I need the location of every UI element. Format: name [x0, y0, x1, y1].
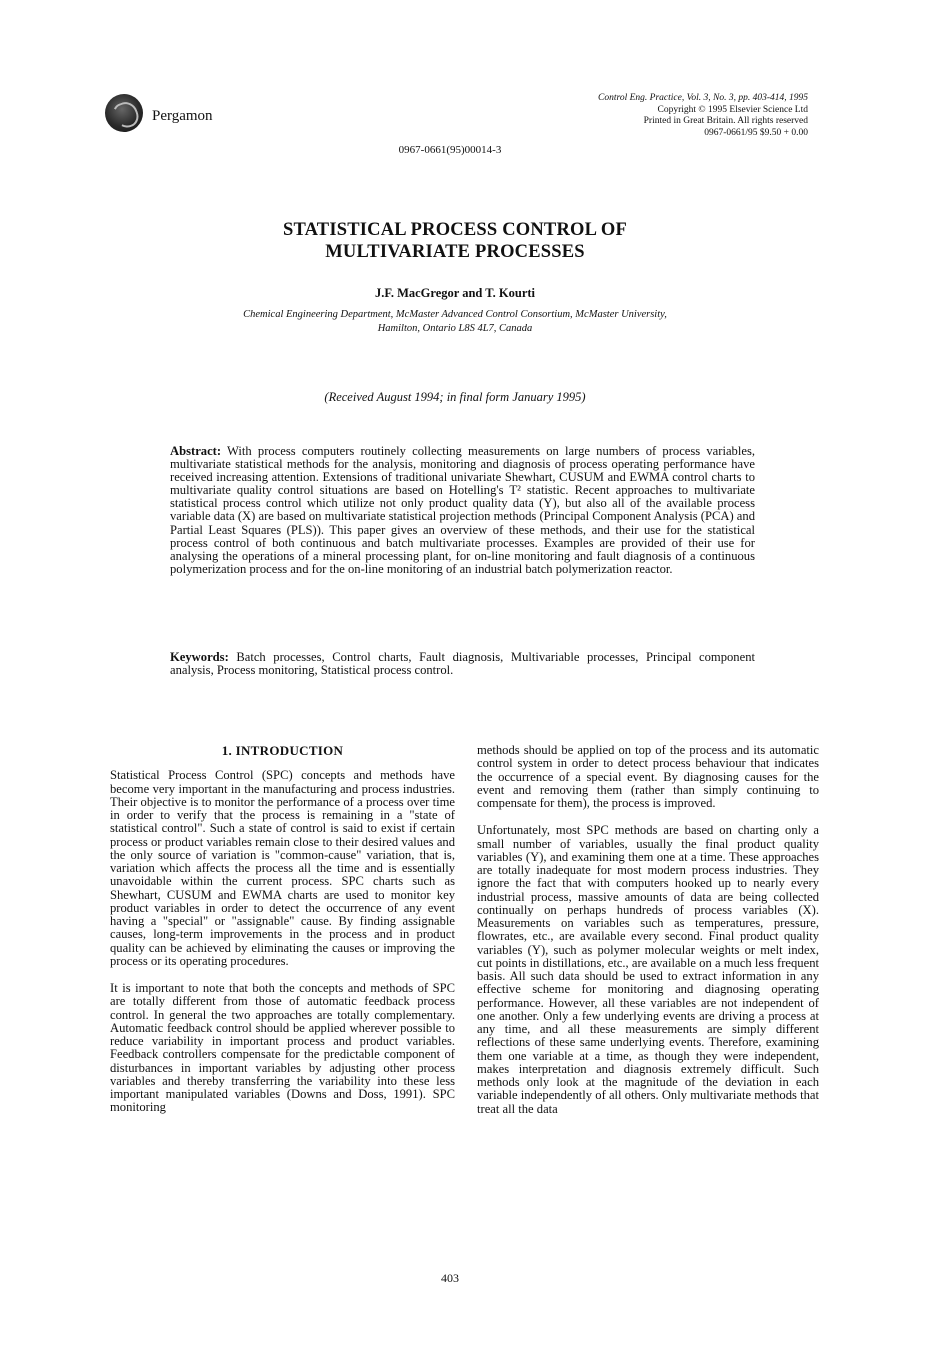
paper-title [0, 219, 910, 263]
publisher-name: Pergamon [152, 108, 213, 124]
page-number: 403 [441, 1271, 459, 1285]
journal-info [508, 93, 808, 139]
price-line: 0967-0661/95 $9.50 + 0.00 [704, 127, 808, 138]
paragraph: methods should be applied on top of the process and its automatic control system in order to detect process behaviour that indicates the occurrence of a special event. By diagnosing causes for the event and removing them (rather than simply continuing to compensate for them), the process is improved. [477, 743, 819, 810]
keywords-text: Batch processes, Control charts, Fault diagnosis, Multivariable processes, Principal component analysis, Process monitoring, Statistical process control. [170, 650, 755, 678]
affiliation-line-2: Hamilton, Ontario L8S 4L7, Canada [377, 323, 533, 334]
title-line-1: STATISTICAL PROCESS CONTROL OF [282, 220, 628, 240]
authors: J.F. MacGregor and T. Kourti [374, 286, 536, 300]
paragraph: Statistical Process Control (SPC) concepts and methods have become very important in the manufacturing and process industries. Their objective is to monitor the performance of a process over time in order to verify that the process is remaining in a "state of statistical control". Such a state of control is said to exist if certain process or product variables remain close to their desired values and the only source of variation is "common-cause" variation, that is, variation which affects the process all the time and is essentially unavoidable within the current process. SPC charts such as Shewhart, CUSUM and EWMA charts are used to monitor key product variables in order to detect the occurrence of any event having a "special" or "assignable" cause. By finding assignable causes, long-term improvements in the process and in product quality can be achieved by eliminating the causes or improving the process or its operating procedures. [110, 768, 455, 968]
abstract [170, 445, 755, 576]
left-column [110, 744, 455, 1129]
keywords [170, 651, 755, 678]
received-dates: (Received August 1994; in final form January 1995) [324, 390, 586, 404]
journal-citation: Control Eng. Practice, Vol. 3, No. 3, pp. 403-414, 1995 [598, 93, 808, 103]
abstract-label: Abstract: [170, 444, 222, 458]
paragraph: Unfortunately, most SPC methods are based on charting only a small number of variables, usually the final product quality variables (Y), and examining them one at a time. These approaches are totally inadequate for most modern process industries. They ignore the fact that with computers hooked up to nearly every industrial process, massive amounts of data are being collected continually on perhaps hundreds of process variables (X). Measurements on variables such as temperatures, pressure, flowrates, etc., are available every second. Final product quality variables (Y), such as polymer molecular weights or melt index, cut points in distillations, etc., are available on a much less frequent basis. All such data should be used to extract information in any effective scheme for monitoring and diagnosing operating performance. However, all these variables are not independent of one another. Only a few underlying events are driving a process at any time, and all these measurements are simply different reflections of these same underlying events. Therefore, examining them one variable at a time, as though they were independent, makes interpretation and diagnosis extremely difficult. Such methods only look at the magnitude of the deviation in each variable independently of all others. Only multivariate methods that treat all the data [477, 823, 819, 1116]
affiliation [0, 308, 910, 336]
copyright-line: Copyright © 1995 Elsevier Science Ltd [657, 104, 808, 115]
printed-line: Printed in Great Britain. All rights reserved [643, 116, 808, 126]
doi-line [0, 144, 930, 156]
right-column [477, 744, 819, 1130]
section-heading-introduction: 1. INTRODUCTION [221, 743, 344, 758]
title-line-2: MULTIVARIATE PROCESSES [325, 242, 585, 262]
paragraph: It is important to note that both the concepts and methods of SPC are totally different from those of automatic feedback process control. In general the two approaches are totally complementary. Automatic feedback control should be applied wherever possible to reduce variability in important process and product variables. Feedback controllers compensate for the predictable component of disturbances in important variables by adjusting other process variables and thereby transferring the variability into these less important manipulated variables (Downs and Doss, 1991). SPC monitoring [110, 981, 455, 1115]
keywords-label: Keywords: [170, 650, 229, 664]
pergamon-logo-icon [105, 94, 143, 132]
abstract-text: With process computers routinely collecting measurements on large numbers of process variables, multivariate statistical methods for the analysis, monitoring and diagnosis of process operating performance have received increasing attention. Extensions of traditional univariate Shewhart, CUSUM and EWMA control charts to multivariate quality control situations are based on Hotelling's T² statistic. Recent approaches to multivariate statistical process control which utilize not only product quality data (Y), but also all of the available process variable data (X) are based on multivariate statistical projection methods (Principal Component Analysis (PCA) and Partial Least Squares (PLS)). This paper gives an overview of these methods, and their use for the statistical process control of both continuous and batch multivariate processes. Examples are provided of their use for analysing the operations of a mineral processing plant, for on-line monitoring and fault diagnosis of a continuous polymerization process and for the on-line monitoring of an industrial batch polymerization reactor. [170, 444, 755, 576]
doi-text: 0967-0661(95)00014-3 [398, 144, 502, 156]
affiliation-line-1: Chemical Engineering Department, McMaster Advanced Control Consortium, McMaster University, [243, 309, 667, 320]
